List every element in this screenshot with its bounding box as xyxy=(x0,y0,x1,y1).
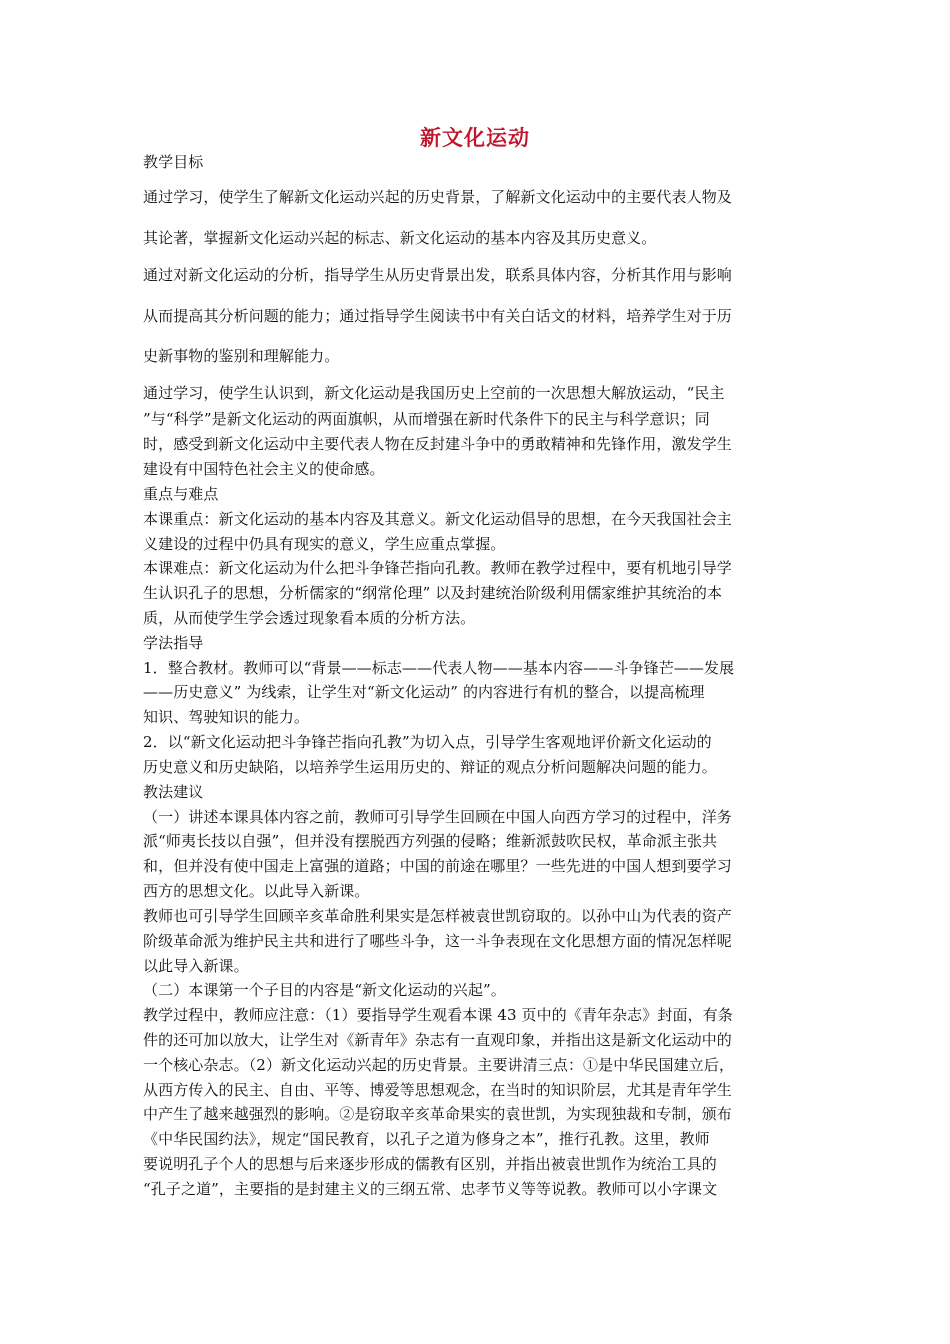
text-line: 1．整合教材。教师可以“背景——标志——代表人物——基本内容——斗争锋芒——发展 xyxy=(143,659,735,677)
text-line: 通过学习，使学生了解新文化运动兴起的历史背景，了解新文化运动中的主要代表人物及 xyxy=(143,188,732,206)
text-line: 中产生了越来越强烈的影响。②是窃取辛亥革命果实的袁世凯，为实现独裁和专制，颁布 xyxy=(143,1105,732,1123)
text-line: 生认识孔子的思想，分析儒家的“纲常伦理” 以及封建统治阶级利用儒家维护其统治的本 xyxy=(143,584,723,602)
text-line: 其论著，掌握新文化运动兴起的标志、新文化运动的基本内容及其历史意义。 xyxy=(143,229,657,247)
text-line: 派“师夷长技以自强”，但并没有摆脱西方列强的侵略；维新派鼓吹民权，革命派主张共 xyxy=(143,832,718,850)
text-line: 建设有中国特色社会主义的使命感。 xyxy=(143,460,385,478)
text-line: 西方的思想文化。以此导入新课。 xyxy=(143,882,370,900)
document-title: 新文化运动 xyxy=(420,126,530,150)
text-line: ——历史意义” 为线索，让学生对“新文化运动” 的内容进行有机的整合，以提高梳理 xyxy=(143,683,705,701)
text-line: 教学过程中，教师应注意：（1）要指导学生观看本课 43 页中的《青年杂志》封面，有条 xyxy=(143,1006,733,1024)
text-line: 历史意义和历史缺陷，以培养学生运用历史的、辩证的观点分析问题解决问题的能力。 xyxy=(143,758,717,776)
text-line: 《中华民国约法》，规定“国民教育，以孔子之道为修身之本”，推行孔教。这里，教师 xyxy=(143,1130,710,1148)
section-heading-objectives: 教学目标 xyxy=(143,153,204,171)
section-heading-study-method: 学法指导 xyxy=(143,634,204,652)
text-line: 通过对新文化运动的分析，指导学生从历史背景出发，联系具体内容，分析其作用与影响 xyxy=(143,266,732,284)
text-line: 时，感受到新文化运动中主要代表人物在反封建斗争中的勇敢精神和先锋作用，激发学生 xyxy=(143,435,732,453)
text-line: 教师也可引导学生回顾辛亥革命胜利果实是怎样被袁世凯窃取的。以孙中山为代表的资产 xyxy=(143,907,732,925)
text-line: 和，但并没有使中国走上富强的道路；中国的前途在哪里？一些先进的中国人想到要学习 xyxy=(143,857,732,875)
text-line: 本课重点：新文化运动的基本内容及其意义。新文化运动倡导的思想，在今天我国社会主 xyxy=(143,510,732,528)
text-line: 通过学习，使学生认识到，新文化运动是我国历史上空前的一次思想大解放运动，“民主 xyxy=(143,384,725,402)
text-line: 史新事物的鉴别和理解能力。 xyxy=(143,347,340,365)
text-line: 本课难点：新文化运动为什么把斗争锋芒指向孔教。教师在教学过程中，要有机地引导学 xyxy=(143,559,732,577)
section-heading-teaching-method: 教法建议 xyxy=(143,783,204,801)
text-line: 件的还可加以放大，让学生对《新青年》杂志有一直观印象，并指出这是新文化运动中的 xyxy=(143,1031,732,1049)
text-line: （二）本课第一个子目的内容是“新文化运动的兴起”。 xyxy=(143,981,506,999)
text-line: ”与“科学”是新文化运动的两面旗帜，从而增强在新时代条件下的民主与科学意识；同 xyxy=(143,410,710,428)
text-line: 知识、驾驶知识的能力。 xyxy=(143,708,310,726)
text-line: “孔子之道”，主要指的是封建主义的三纲五常、忠孝节义等等说教。教师可以小字课文 xyxy=(143,1180,718,1198)
text-line: 阶级革命派为维护民主共和进行了哪些斗争，这一斗争表现在文化思想方面的情况怎样呢 xyxy=(143,932,732,950)
text-line: 从西方传入的民主、自由、平等、博爱等思想观念，在当时的知识阶层，尤其是青年学生 xyxy=(143,1081,732,1099)
section-heading-key-points: 重点与难点 xyxy=(143,485,219,503)
text-line: 以此导入新课。 xyxy=(143,957,249,975)
text-line: 质，从而使学生学会透过现象看本质的分析方法。 xyxy=(143,609,476,627)
text-line: 要说明孔子个人的思想与后来逐步形成的儒教有区别，并指出被袁世凯作为统治工具的 xyxy=(143,1155,717,1173)
text-line: 2．以“新文化运动把斗争锋芒指向孔教”为切入点，引导学生客观地评价新文化运动的 xyxy=(143,733,712,751)
text-line: 一个核心杂志。（2）新文化运动兴起的历史背景。主要讲清三点：①是中华民国建立后， xyxy=(143,1056,735,1074)
text-line: （一）讲述本课具体内容之前，教师可引导学生回顾在中国人向西方学习的过程中，洋务 xyxy=(143,808,732,826)
text-line: 义建设的过程中仍具有现实的意义，学生应重点掌握。 xyxy=(143,535,506,553)
text-line: 从而提高其分析问题的能力；通过指导学生阅读书中有关白话文的材料，培养学生对于历 xyxy=(143,307,732,325)
